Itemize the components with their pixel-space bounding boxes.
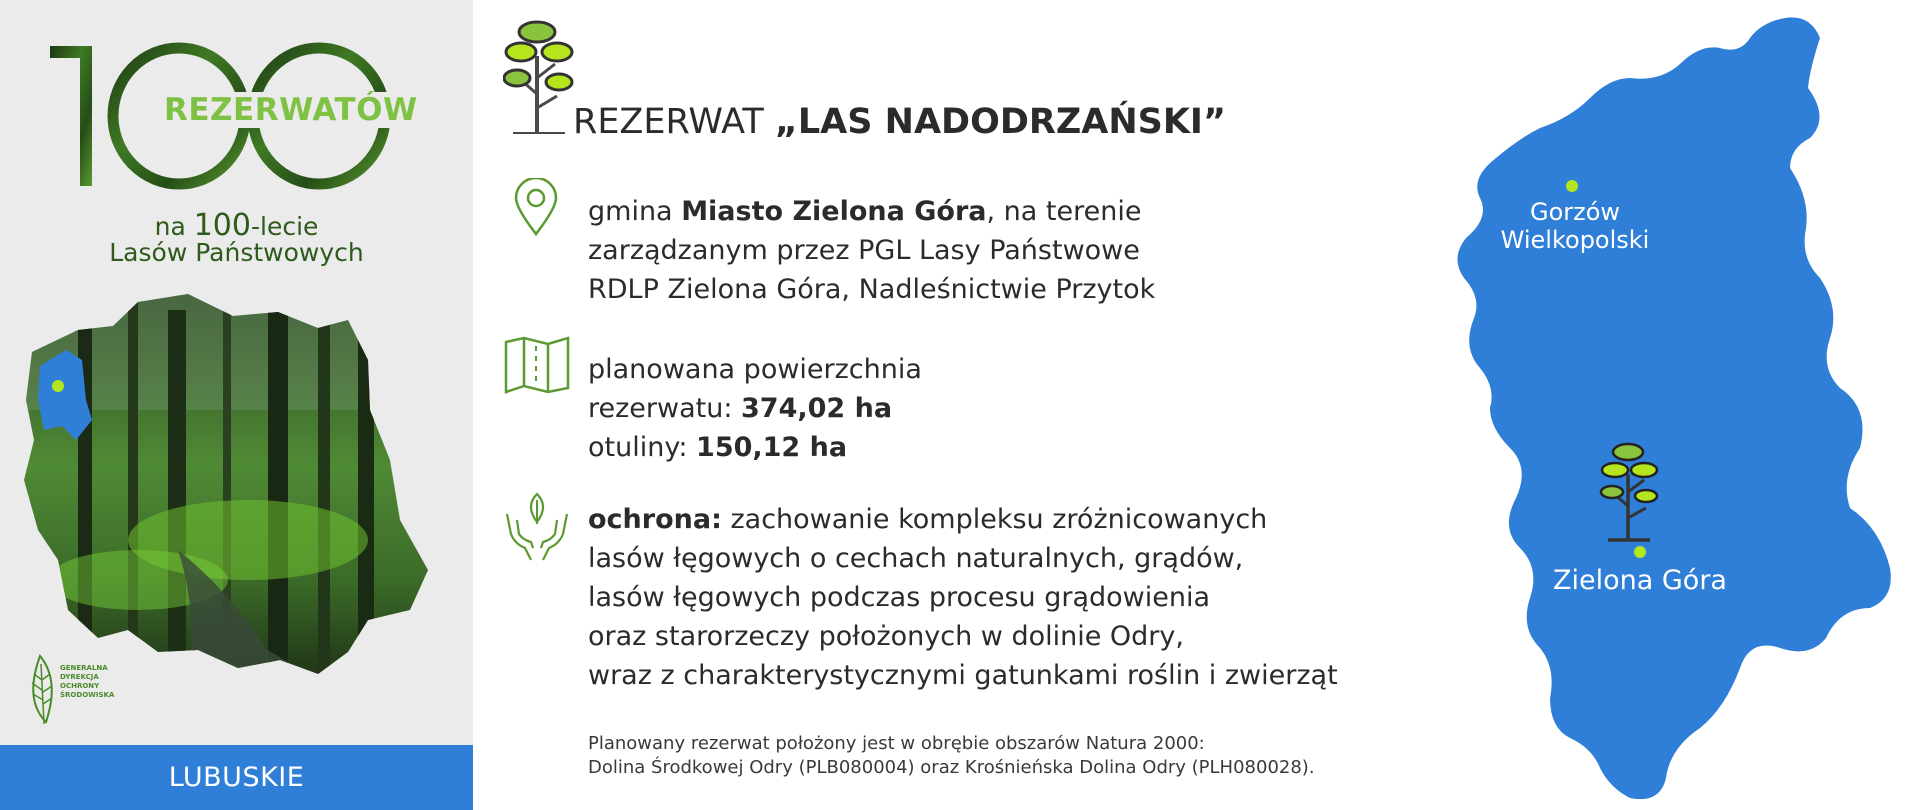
- reserve-label: rezerwatu:: [588, 393, 742, 424]
- gdos-line: DYREKCJA: [60, 673, 99, 681]
- map-icon: [504, 336, 570, 394]
- protection-line3: lasów łęgowych podczas procesu grądowienia: [588, 582, 1211, 613]
- subtitle-number: 100: [193, 208, 251, 243]
- gdos-line: ŚRODOWISKA: [60, 691, 115, 699]
- location-rest: , na terenie: [986, 196, 1142, 227]
- protection-line4: oraz starorzeczy położonych w dolinie Odry,: [588, 621, 1184, 652]
- buffer-label: otuliny:: [588, 432, 697, 463]
- location-bold: Miasto Zielona Góra: [681, 196, 987, 227]
- location-prefix: gmina: [588, 196, 682, 227]
- page-title: [573, 102, 1226, 142]
- gdos-line: GENERALNA: [60, 664, 108, 672]
- location-line3: RDLP Zielona Góra, Nadleśnictwie Przytok: [588, 274, 1156, 305]
- tree-icon: [503, 16, 577, 134]
- note-line1: Planowany rezerwat położony jest w obrębie obszarów Natura 2000:: [588, 733, 1205, 754]
- title-prefix: REZERWAT: [573, 102, 764, 142]
- gdos-text: [60, 664, 114, 700]
- subtitle-prefix: na: [154, 212, 186, 241]
- location-pin-icon: [512, 178, 560, 236]
- city-gorzow: [1480, 198, 1670, 254]
- area-buffer: [588, 428, 847, 467]
- buffer-value: 150,12 ha: [696, 432, 848, 463]
- region-label: LUBUSKIE: [0, 745, 473, 810]
- protection-line5: wraz z charakterystycznymi gatunkami roślin i zwierząt: [588, 660, 1338, 691]
- lubuskie-map: [1370, 8, 1910, 808]
- subtitle-rest: -lecie: [250, 212, 319, 241]
- left-panel: [0, 0, 473, 810]
- poland-forest-map: [18, 290, 433, 680]
- city1-line2: Wielkopolski: [1500, 226, 1650, 254]
- hands-leaf-icon: [503, 490, 571, 562]
- protection-line2: lasów łęgowych o cechach naturalnych, grądów,: [588, 543, 1244, 574]
- protection-line1: [588, 500, 1267, 539]
- location-line1: [588, 192, 1141, 231]
- area-reserve: [588, 389, 892, 428]
- natura-note: [588, 732, 1315, 780]
- title-name: „LAS NADODRZAŃSKI”: [774, 102, 1226, 142]
- note-line2: Dolina Środkowej Odry (PLB080004) oraz Krośnieńska Dolina Odry (PLH080028).: [588, 757, 1315, 778]
- subtitle-line2: Lasów Państwowych: [109, 238, 364, 267]
- city-zielona-gora: Zielona Góra: [1553, 565, 1727, 596]
- protection-label: ochrona:: [588, 504, 722, 535]
- reserve-value: 374,02 ha: [741, 393, 893, 424]
- protection-rest: zachowanie kompleksu zróżnicowanych: [721, 504, 1268, 535]
- area-line1: planowana powierzchnia: [588, 354, 922, 385]
- location-line2: zarządzanym przez PGL Lasy Państwowe: [588, 235, 1140, 266]
- city1-line1: Gorzów: [1529, 198, 1621, 226]
- gdos-line: OCHRONY: [60, 682, 100, 690]
- rezerwatow-word: REZERWATÓW: [160, 92, 422, 128]
